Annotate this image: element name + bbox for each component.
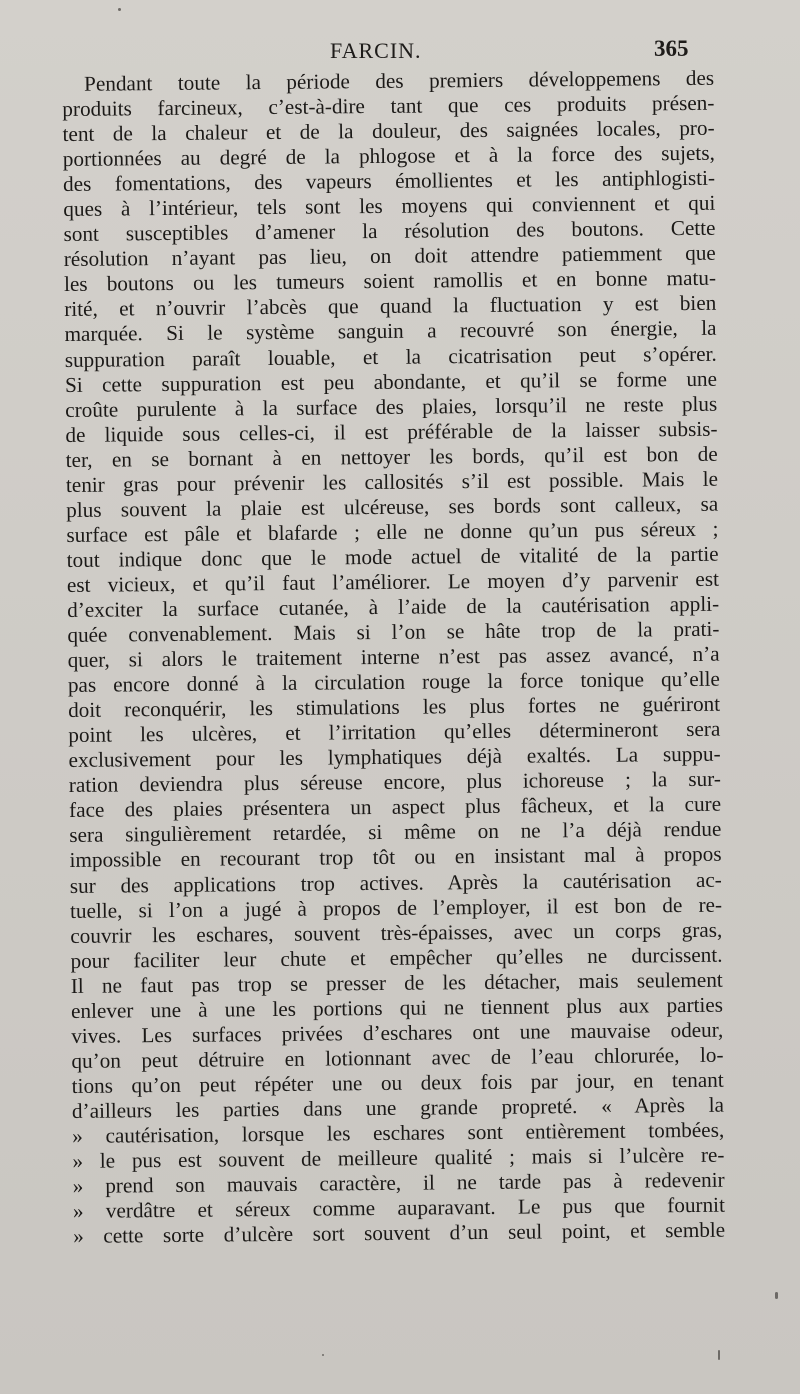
text-line: marquée. Si le système sanguin a recouvré son énergie, la <box>64 316 717 347</box>
text-line: de liquide sous celles-ci, il est préférable de la laisser subsis- <box>65 416 718 447</box>
text-line: ration deviendra plus séreuse encore, plus ichoreuse ; la sur- <box>68 767 721 798</box>
text-line: Pendant toute la période des premiers développemens des <box>83 65 715 96</box>
text-line: résolution n’ayant pas lieu, on doit attendre patiemment que <box>63 241 716 272</box>
text-line: pour faciliter leur chute et empêcher qu’elles ne durcissent. <box>70 942 723 973</box>
text-line: sera singulièrement retardée, si même on ne l’a déjà rendue <box>69 817 722 848</box>
text-line: impossible en recourant trop tôt ou en insistant mal à propos <box>69 842 722 873</box>
text-line: les boutons ou les tumeurs soient ramollis et en bonne matu- <box>63 266 717 297</box>
text-line: suppuration paraît louable, et la cicatrisation peut s’opérer. <box>64 341 717 372</box>
text-line: point les ulcères, et l’irritation qu’elles détermineront sera <box>68 716 721 748</box>
text-line: vives. Les surfaces privées d’eschares ont une mauvaise odeur, <box>71 1017 724 1048</box>
page-number: 365 <box>654 36 689 61</box>
text-line: face des plaies présentera un aspect plus fâcheux, et la cure <box>68 792 722 823</box>
text-line: portionnées au degré de la phlogose et à la force des sujets, <box>62 140 715 172</box>
text-line: » prend son mauvais caractère, il ne tarde pas à redevenir <box>72 1167 725 1199</box>
text-line: tout indique donc que le mode actuel de vitalité de la partie <box>66 541 719 572</box>
text-line: exclusivement pour les lymphatiques déjà exaltés. La suppu- <box>68 741 721 773</box>
text-line: d’ailleurs les parties dans une grande propreté. « Après la <box>71 1092 725 1123</box>
text-line: est vicieux, et qu’il faut l’améliorer. Le moyen d’y parvenir est <box>66 566 720 597</box>
text-line: quer, si alors le traitement interne n’est pas assez avancé, n’a <box>67 641 720 673</box>
text-line: qu’on peut détruire en lotionnant avec de l’eau chlorurée, lo- <box>71 1042 724 1073</box>
text-line: croûte purulente à la surface des plaies, lorsqu’il ne reste plus <box>65 391 718 422</box>
running-title: FARCIN. <box>330 38 422 63</box>
text-line: sur des applications trop actives. Après la cautérisation ac- <box>69 867 722 898</box>
text-line: sont susceptibles d’amener la résolution des boutons. Cette <box>63 216 716 247</box>
body-text <box>62 66 725 1249</box>
text-line: plus souvent la plaie est ulcéreuse, ses bords sont calleux, sa <box>66 491 719 522</box>
text-line: enlever une à une les portions qui ne tiennent plus aux parties <box>70 992 724 1023</box>
text-line: des fomentations, des vapeurs émollientes et les antiphlogisti- <box>62 165 716 197</box>
text-line: ques à l’intérieur, tels sont les moyens qui conviennent et qui <box>63 190 716 222</box>
text-line: couvrir les eschares, souvent très-épaisses, avec un corps gras, <box>70 917 723 948</box>
text-line: » cette sorte d’ulcère sort souvent d’un seul point, et semble <box>73 1217 726 1249</box>
text-line: » verdâtre et séreux comme auparavant. Le pus que fournit <box>72 1192 726 1224</box>
paper-speck <box>718 1350 720 1360</box>
text-line: » le pus est souvent de meilleure qualité ; mais si l’ulcère re- <box>72 1142 725 1173</box>
text-line: doit reconquérir, les stimulations les plus fortes ne guériront <box>68 691 721 723</box>
text-line: rité, et n’ouvrir l’abcès que quand la fluctuation y est bien <box>64 291 717 322</box>
text-line: ter, en se bornant à en nettoyer les bords, qu’il est bon de <box>65 441 718 472</box>
text-line: d’exciter la surface cutanée, à l’aide de la cautérisation appli- <box>67 591 720 622</box>
text-line: produits farcineux, c’est-à-dire tant que ces produits présen- <box>62 90 715 122</box>
text-line: surface est pâle et blafarde ; elle ne donne qu’un pus séreux ; <box>66 516 719 547</box>
text-line: tent de la chaleur et de la douleur, des saignées locales, pro- <box>62 115 715 147</box>
text-line: pas encore donné à la circulation rouge la force tonique qu’elle <box>67 666 720 698</box>
paper-speck <box>118 8 121 11</box>
text-line: Il ne faut pas trop se presser de les détacher, mais seulement <box>70 967 723 998</box>
paper-speck <box>322 1354 324 1356</box>
text-line: Si cette suppuration est peu abondante, et qu’il se forme une <box>64 366 718 397</box>
text-line: tions qu’on peut répéter une ou deux fois par jour, en tenant <box>71 1067 724 1098</box>
text-line: tuelle, si l’on a jugé à propos de l’employer, il est bon de re- <box>69 892 723 923</box>
text-line: quée convenablement. Mais si l’on se hâte trop de la prati- <box>67 616 720 648</box>
paper-speck <box>775 1292 778 1299</box>
text-line: tenir gras pour prévenir les callosités s’il est possible. Mais le <box>65 466 719 497</box>
text-line: » cautérisation, lorsque les eschares sont entièrement tombées, <box>72 1117 725 1148</box>
